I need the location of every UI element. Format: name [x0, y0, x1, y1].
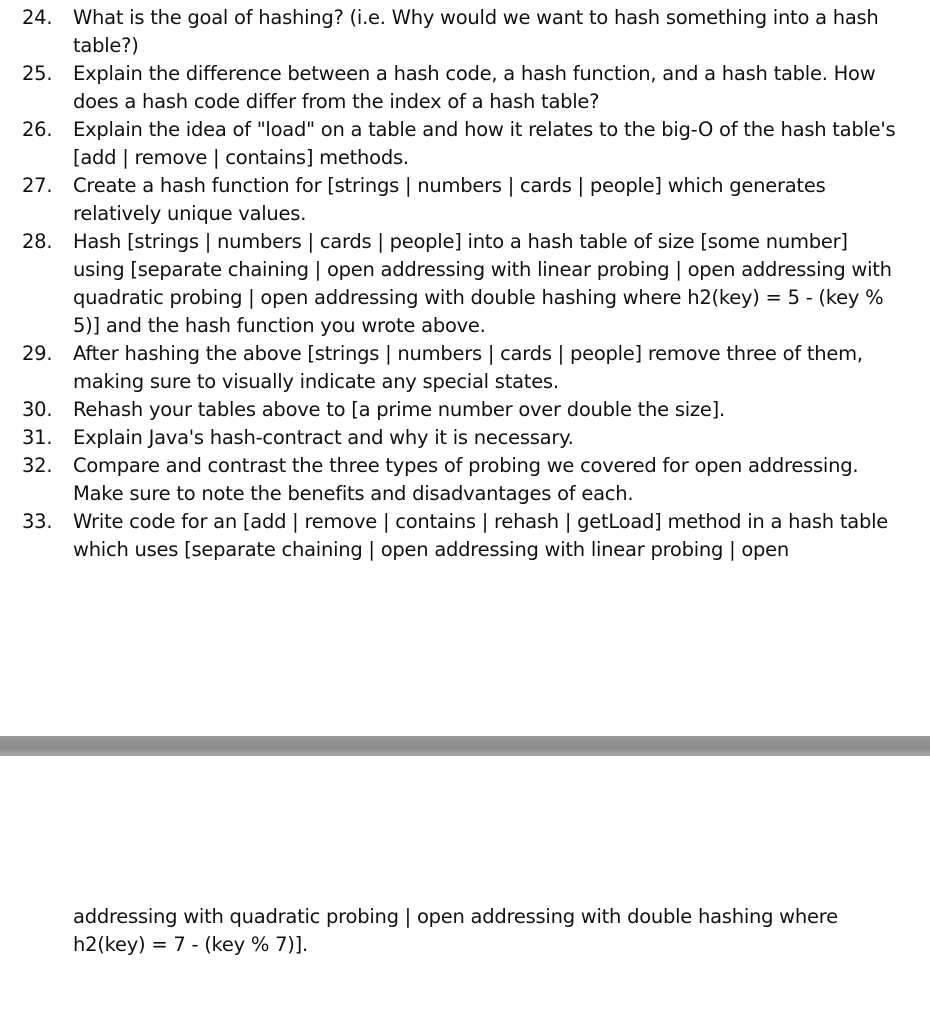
question-text: Rehash your tables above to [a prime number over double the size]. — [73, 398, 725, 421]
question-32 — [22, 452, 902, 508]
question-text: Write code for an [add | remove | contains | rehash | getLoad] method in a hash table which uses [separate chaining | open addressing with linear probing | open — [73, 510, 889, 561]
question-28 — [22, 228, 902, 340]
question-text: What is the goal of hashing? (i.e. Why would we want to hash something into a hash table?) — [73, 6, 879, 57]
page-bottom — [0, 756, 930, 1024]
question-number: 26. — [22, 118, 53, 141]
question-31 — [22, 424, 902, 452]
question-number: 33. — [22, 510, 53, 533]
question-24 — [22, 4, 902, 60]
question-27 — [22, 172, 902, 228]
question-text: After hashing the above [strings | numbers | cards | people] remove three of them, making sure to visually indicate any special states. — [73, 342, 863, 393]
question-number: 32. — [22, 454, 53, 477]
question-text: Explain the idea of "load" on a table and how it relates to the big-O of the hash table's [add | remove | contains] methods. — [73, 118, 896, 169]
question-29 — [22, 340, 902, 396]
question-text: Compare and contrast the three types of probing we covered for open addressing. Make sure to note the benefits and disadvantages of each. — [73, 454, 859, 505]
question-number: 31. — [22, 426, 53, 449]
question-33-continuation: addressing with quadratic probing | open addressing with double hashing where h2(key) = 7 - (key % 7)]. — [73, 905, 838, 956]
question-number: 28. — [22, 230, 53, 253]
question-text: Explain the difference between a hash code, a hash function, and a hash table. How does a hash code differ from the index of a hash table? — [73, 62, 876, 113]
question-number: 25. — [22, 62, 53, 85]
question-text: Explain Java's hash-contract and why it is necessary. — [73, 426, 574, 449]
question-33 — [22, 508, 902, 564]
page-break-divider — [0, 736, 930, 756]
question-number: 24. — [22, 6, 53, 29]
question-text: Hash [strings | numbers | cards | people] into a hash table of size [some number] using [separate chaining | open addressing with linear probing | open addressing with quadratic probing | open addressing with double hashing where h2(key) = 5 - (key % 5)] and the hash function you wrote above. — [73, 230, 892, 337]
question-number: 27. — [22, 174, 53, 197]
question-number: 30. — [22, 398, 53, 421]
question-list — [22, 4, 902, 564]
question-26 — [22, 116, 902, 172]
question-number: 29. — [22, 342, 53, 365]
question-text: Create a hash function for [strings | numbers | cards | people] which generates relatively unique values. — [73, 174, 826, 225]
question-30 — [22, 396, 902, 424]
question-25 — [22, 60, 902, 116]
